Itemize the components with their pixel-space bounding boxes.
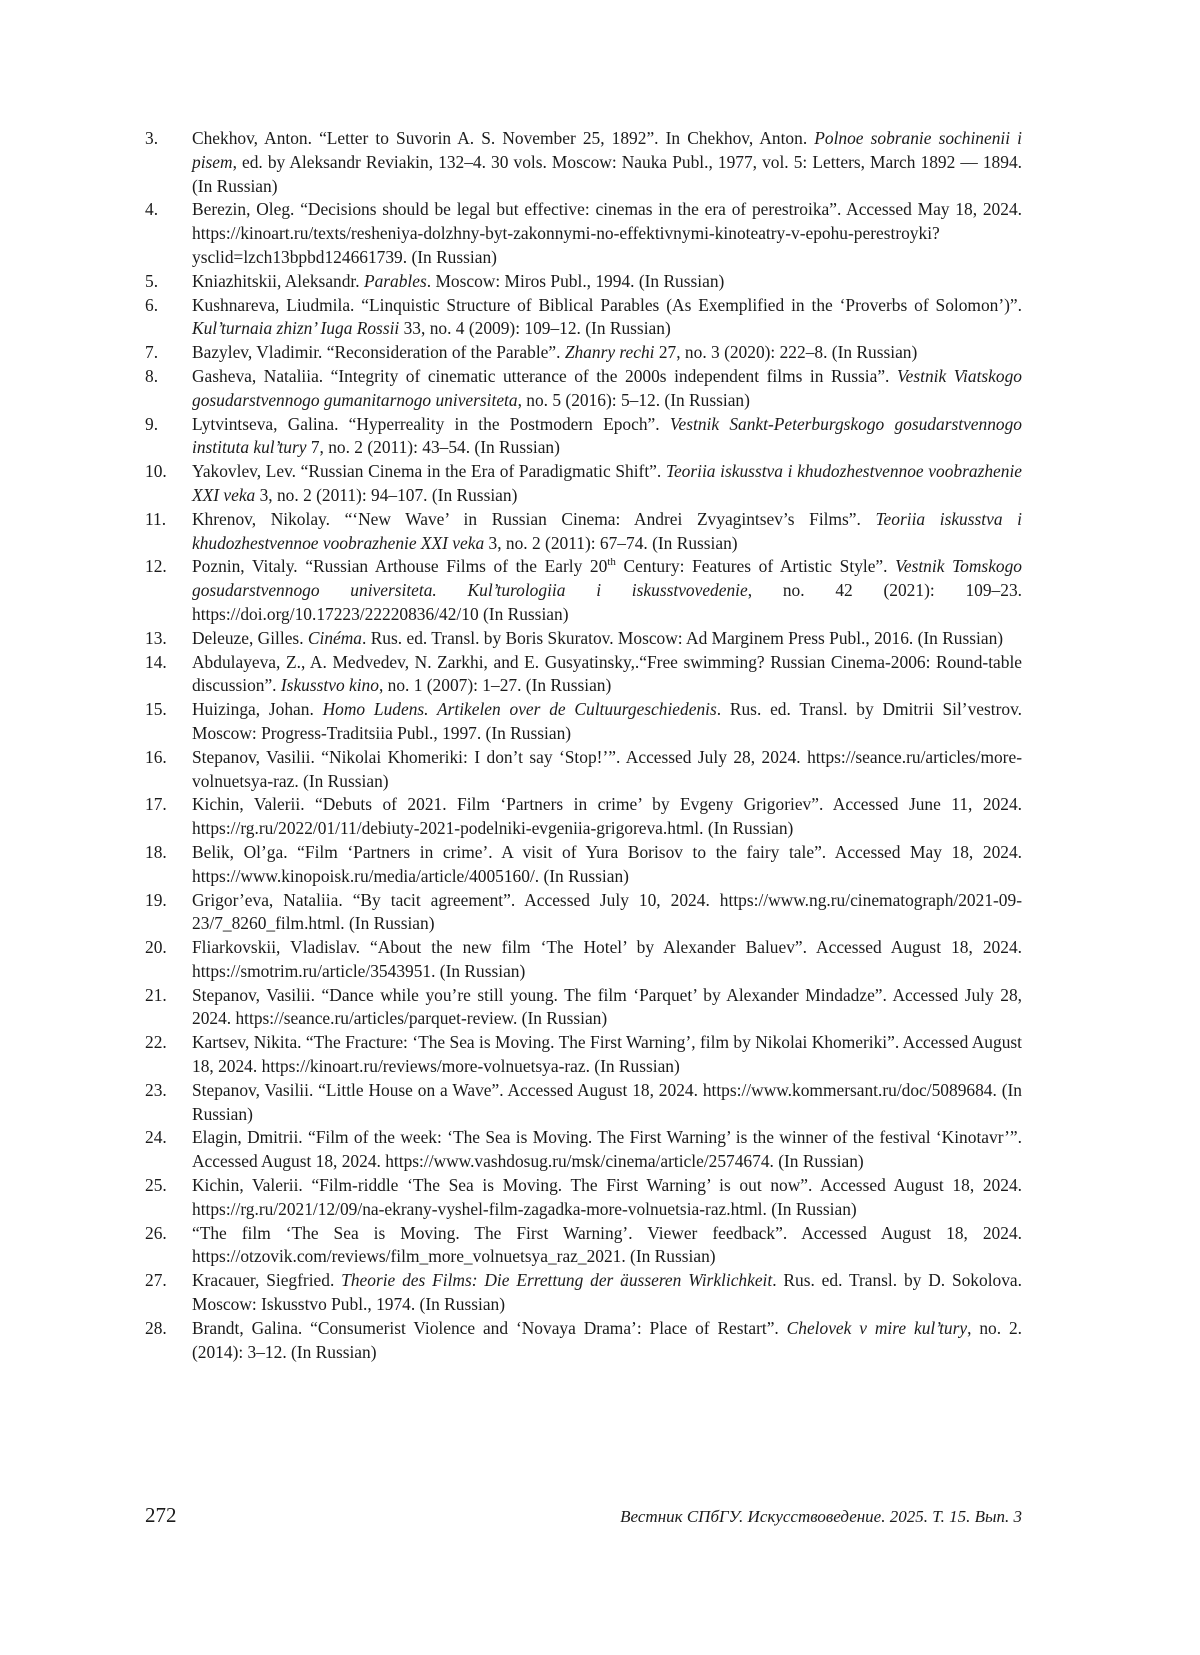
reference-item	[145, 1126, 1022, 1174]
reference-text	[192, 1031, 1022, 1079]
reference-number: 28.	[145, 1317, 167, 1338]
reference-text	[192, 413, 1022, 461]
reference-number: 8.	[145, 365, 159, 386]
reference-number: 20.	[145, 937, 167, 958]
reference-text	[192, 1079, 1022, 1127]
reference-segment: . Rus. ed. Transl. by Boris Skuratov. Moscow: Ad Marginem Press Publ., 2016. (In Russian)	[362, 627, 1004, 648]
reference-text	[192, 651, 1022, 699]
reference-item	[145, 698, 1022, 746]
reference-number: 19.	[145, 889, 167, 910]
reference-text	[192, 508, 1022, 556]
reference-number: 5.	[145, 270, 159, 291]
reference-number: 15.	[145, 699, 167, 720]
reference-item	[145, 936, 1022, 984]
reference-text	[192, 294, 1022, 342]
reference-segment: 7, no. 2 (2011): 43–54. (In Russian)	[306, 437, 560, 458]
reference-text	[192, 627, 1022, 651]
reference-title-italic: Chelovek v mire kul’tury	[786, 1317, 968, 1338]
reference-text	[192, 1317, 1022, 1365]
reference-title-italic: Parables	[363, 270, 427, 291]
reference-segment: “The film ‘The Sea is Moving. The First Warning’. Viewer feedback”. Accessed August 18, 2024. https://otzovik.com/reviews/film_more_volnuetsya_raz_2021. (In Russian)	[192, 1222, 1022, 1267]
reference-text	[192, 1174, 1022, 1222]
reference-item	[145, 1222, 1022, 1270]
reference-number: 14.	[145, 651, 167, 672]
reference-segment: 3, no. 2 (2011): 67–74. (In Russian)	[484, 532, 738, 553]
reference-segment: , no. 42 (2021): 109–23. https://doi.org/10.17223/22220836/42/10 (In Russian)	[192, 580, 1022, 624]
reference-text	[192, 1222, 1022, 1270]
reference-segment: , no. 1 (2007): 1–27. (In Russian)	[378, 675, 612, 696]
reference-segment: Huizinga, Johan.	[192, 699, 323, 720]
reference-item	[145, 127, 1022, 198]
reference-item	[145, 746, 1022, 794]
reference-number: 12.	[145, 556, 167, 577]
reference-title-italic: Teoriia iskusstva i khudozhestvennoe voobrazhenie XXI veka	[192, 461, 1023, 505]
reference-item	[145, 1174, 1022, 1222]
reference-segment: Elagin, Dmitrii. “Film of the week: ‘The Sea is Moving. The First Warning’ is the winner of the festival ‘Kinotavr’”. Accessed August 18, 2024. https://www.vashdosug.ru/msk/cinema/article/2574674. (In Russian)	[192, 1127, 1022, 1172]
reference-title-italic: Kul’turnaia zhizn’ Iuga Rossii	[192, 318, 400, 339]
reference-item	[145, 365, 1022, 413]
reference-number: 24.	[145, 1127, 167, 1148]
journal-running-footer: Вестник СПбГУ. Искусствоведение. 2025. Т. 15. Вып. 3	[620, 1507, 1022, 1526]
reference-segment: 3, no. 2 (2011): 94–107. (In Russian)	[255, 484, 518, 505]
reference-segment: Kracauer, Siegfried.	[192, 1270, 342, 1291]
reference-text	[192, 746, 1022, 794]
reference-item	[145, 413, 1022, 461]
reference-list	[145, 127, 1022, 1364]
reference-segment: Kichin, Valerii. “Film-riddle ‘The Sea is Moving. The First Warning’ is out now”. Accessed August 18, 2024. https://rg.ru/2021/12/09/na-ekrany-vyshel-film-zagadka-more-volnuetsia-raz.html. (In Russian)	[192, 1175, 1022, 1219]
reference-text	[192, 793, 1022, 841]
reference-segment: Poznin, Vitaly. “Russian Arthouse Films of the Early 20	[192, 556, 608, 577]
reference-segment: , ed. by Aleksandr Reviakin, 132–4. 30 vols. Moscow: Nauka Publ., 1977, vol. 5: Letters, March 1892 — 1894. (In Russian)	[192, 151, 1022, 196]
reference-segment: Century: Features of Artistic Style”.	[615, 556, 896, 577]
reference-text	[192, 841, 1022, 889]
reference-segment: Kartsev, Nikita. “The Fracture: ‘The Sea is Moving. The First Warning’, film by Nikolai Khomeriki”. Accessed August 18, 2024. https://kinoart.ru/reviews/more-volnuetsya-raz. (In Russian)	[192, 1032, 1022, 1077]
reference-item	[145, 651, 1022, 699]
reference-item	[145, 1031, 1022, 1079]
reference-item	[145, 460, 1022, 508]
reference-segment: Brandt, Galina. “Consumerist Violence and ‘Novaya Drama’: Place of Restart”.	[192, 1317, 787, 1338]
reference-segment: 33, no. 4 (2009): 109–12. (In Russian)	[399, 318, 671, 339]
reference-number: 27.	[145, 1270, 167, 1291]
reference-text	[192, 127, 1022, 198]
reference-number: 9.	[145, 413, 159, 434]
reference-item	[145, 341, 1022, 365]
reference-item	[145, 1079, 1022, 1127]
reference-text	[192, 698, 1022, 746]
reference-segment: Kushnareva, Liudmila. “Linquistic Structure of Biblical Parables (As Exemplified in the ‘Proverbs of Solomon’)”.	[192, 294, 1022, 315]
reference-title-italic: Zhanry rechi	[564, 342, 655, 363]
reference-number: 21.	[145, 984, 167, 1005]
reference-text	[192, 889, 1022, 937]
reference-segment: Stepanov, Vasilii. “Nikolai Khomeriki: I don’t say ‘Stop!’”. Accessed July 28, 2024. https://seance.ru/articles/more-volnuetsya-raz. (In Russian)	[192, 746, 1022, 791]
reference-text	[192, 984, 1022, 1032]
reference-title-italic: Vestnik Viatskogo gosudarstvennogo gumanitarnogo universiteta	[192, 365, 1022, 410]
reference-number: 3.	[145, 128, 159, 148]
reference-item	[145, 198, 1022, 269]
reference-number: 6.	[145, 294, 159, 315]
reference-segment: . Moscow: Miros Publ., 1994. (In Russian)	[426, 270, 725, 291]
reference-number: 11.	[145, 508, 167, 529]
reference-segment: Fliarkovskii, Vladislav. “About the new film ‘The Hotel’ by Alexander Baluev”. Accessed August 18, 2024. https://smotrim.ru/article/3543951. (In Russian)	[192, 937, 1022, 981]
reference-item	[145, 889, 1022, 937]
reference-text	[192, 365, 1022, 413]
reference-number: 13.	[145, 627, 167, 648]
reference-segment: Bazylev, Vladimir. “Reconsideration of the Parable”.	[192, 342, 565, 363]
reference-text	[192, 198, 1022, 269]
reference-title-italic: Homo Ludens. Artikelen over de Cultuurgeschiedenis	[322, 699, 717, 720]
reference-segment: Deleuze, Gilles.	[192, 627, 308, 648]
reference-segment: Gasheva, Nataliia. “Integrity of cinematic utterance of the 2000s independent films in Russia”.	[192, 365, 897, 386]
reference-title-italic: Theorie des Films: Die Errettung der äusseren Wirklichkeit	[341, 1270, 773, 1291]
reference-segment: Stepanov, Vasilii. “Dance while you’re still young. The film ‘Parquet’ by Alexander Mindadze”. Accessed July 28, 2024. https://seance.ru/articles/parquet-review. (In Russian)	[192, 984, 1022, 1029]
reference-number: 4.	[145, 199, 159, 220]
reference-segment: . Rus. ed. Transl. by D. Sokolova. Moscow: Iskusstvo Publ., 1974. (In Russian)	[192, 1270, 1022, 1315]
reference-number: 22.	[145, 1032, 167, 1053]
reference-item	[145, 841, 1022, 889]
reference-item	[145, 1269, 1022, 1317]
reference-number: 26.	[145, 1222, 167, 1243]
reference-text	[192, 1269, 1022, 1317]
reference-title-italic: Vestnik Sankt-Peterburgskogo gosudarstvennogo instituta kul’tury	[192, 413, 1022, 458]
reference-segment: 27, no. 3 (2020): 222–8. (In Russian)	[654, 342, 918, 363]
reference-text	[192, 936, 1022, 984]
reference-item	[145, 555, 1022, 626]
reference-segment: Belik, Ol’ga. “Film ‘Partners in crime’. A visit of Yura Borisov to the fairy tale”. Accessed May 18, 2024. https://www.kinopoisk.ru/media/article/4005160/. (In Russian)	[192, 841, 1022, 886]
reference-text	[192, 1126, 1022, 1174]
reference-segment: Chekhov, Anton. “Letter to Suvorin A. S. November 25, 1892”. In Chekhov, Anton.	[192, 128, 815, 148]
reference-item	[145, 627, 1022, 651]
reference-segment: Khrenov, Nikolay. “‘New Wave’ in Russian Cinema: Andrei Zvyagintsev’s Films”.	[192, 508, 876, 529]
reference-text	[192, 555, 1022, 626]
reference-item	[145, 294, 1022, 342]
reference-item	[145, 508, 1022, 556]
reference-segment: Stepanov, Vasilii. “Little House on a Wave”. Accessed August 18, 2024. https://www.kommersant.ru/doc/5089684. (In Russian)	[192, 1079, 1022, 1124]
reference-superscript: th	[607, 556, 616, 569]
reference-segment: Grigor’eva, Nataliia. “By tacit agreement”. Accessed July 10, 2024. https://www.ng.ru/cinematograph/2021-09-23/7_8260_film.html. (In Russian)	[192, 889, 1022, 934]
reference-text	[192, 270, 1022, 294]
reference-segment: Berezin, Oleg. “Decisions should be legal but effective: cinemas in the era of perestroika”. Accessed May 18, 2024. https://kinoart.ru/texts/resheniya-dolzhny-byt-zakonnymi-no-effektivnymi-kinoteatry-v-epohu-perestroyki?ysclid=lzch13bpbd124661739. (In Russian)	[192, 199, 1022, 267]
reference-segment: Kichin, Valerii. “Debuts of 2021. Film ‘Partners in crime’ by Evgeny Grigoriev”. Accessed June 11, 2024. https://rg.ru/2022/01/11/debiuty-2021-podelniki-evgeniia-grigoreva.html. (In Russian)	[192, 794, 1022, 839]
reference-title-italic: Iskusstvo kino	[280, 675, 379, 696]
reference-item	[145, 1317, 1022, 1365]
reference-number: 17.	[145, 794, 167, 815]
reference-segment: Lytvintseva, Galina. “Hyperreality in the Postmodern Epoch”.	[192, 413, 670, 434]
reference-number: 18.	[145, 841, 167, 862]
reference-title-italic: Teoriia iskusstva i khudozhestvennoe voobrazhenie XXI veka	[192, 508, 1022, 553]
page-number: 272	[145, 1503, 177, 1527]
reference-segment: Abdulayeva, Z., A. Medvedev, N. Zarkhi, and E. Gusyatinsky,.“Free swimming? Russian Cinema-2006: Round-table discussion”.	[192, 651, 1022, 696]
reference-title-italic: Vestnik Tomskogo gosudarstvennogo universiteta. Kul’turologiia i iskusstvovedenie	[192, 556, 1022, 601]
reference-number: 25.	[145, 1175, 167, 1196]
reference-segment: Yakovlev, Lev. “Russian Cinema in the Era of Paradigmatic Shift”.	[192, 461, 666, 482]
reference-text	[192, 341, 1022, 365]
reference-segment: . Rus. ed. Transl. by Dmitrii Sil’vestrov. Moscow: Progress-Traditsiia Publ., 1997. (In Russian)	[192, 699, 1023, 743]
reference-text	[192, 460, 1022, 508]
reference-item	[145, 984, 1022, 1032]
reference-item	[145, 793, 1022, 841]
reference-segment: Kniazhitskii, Aleksandr.	[192, 270, 364, 291]
reference-item	[145, 270, 1022, 294]
reference-title-italic: Polnoe sobranie sochinenii i pisem	[192, 128, 1022, 172]
reference-number: 23.	[145, 1079, 167, 1100]
reference-title-italic: Cinéma	[307, 627, 363, 648]
reference-number: 10.	[145, 461, 167, 482]
reference-number: 16.	[145, 746, 167, 767]
reference-segment: , no. 2. (2014): 3–12. (In Russian)	[192, 1317, 1022, 1362]
reference-segment: , no. 5 (2016): 5–12. (In Russian)	[517, 389, 750, 410]
reference-number: 7.	[145, 342, 159, 363]
